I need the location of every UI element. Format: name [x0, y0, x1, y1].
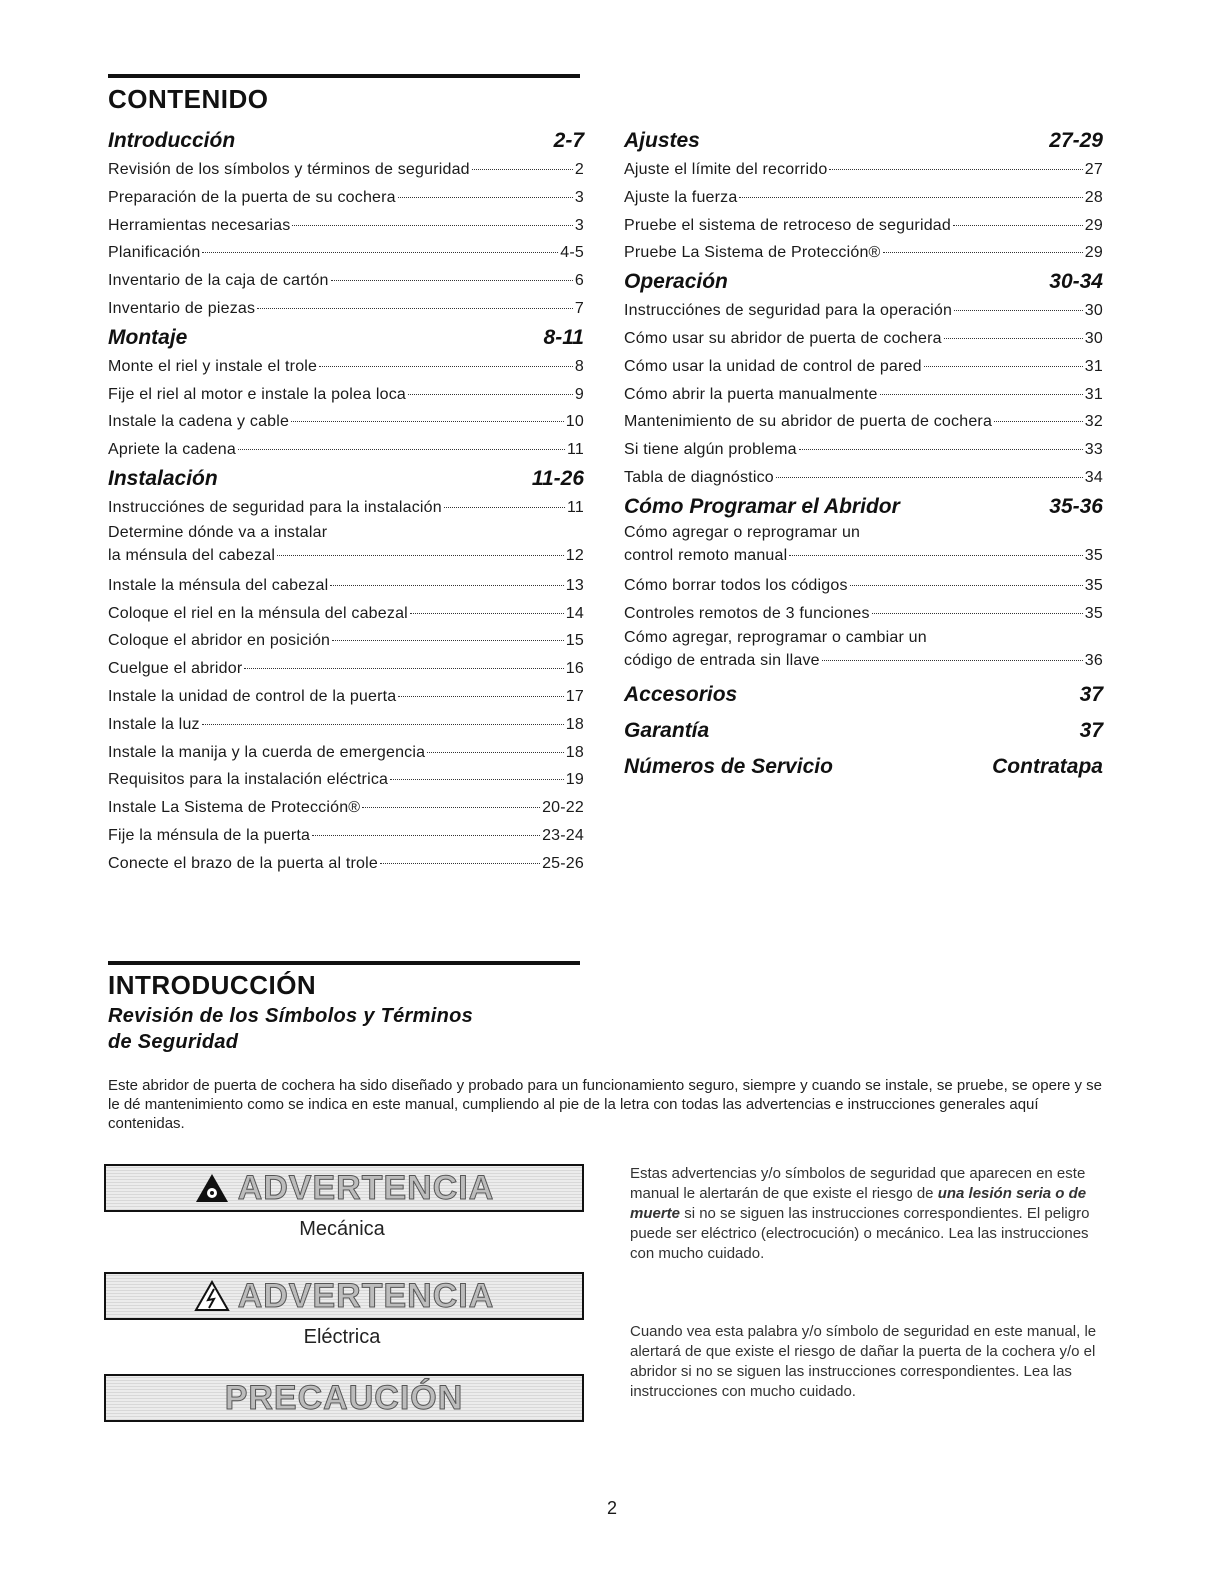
toc-entry: [108, 822, 584, 850]
toc-entry-page: 31: [1084, 385, 1103, 403]
toc-entry: [108, 381, 584, 409]
toc-entry: [108, 295, 584, 323]
toc-section-heading: [108, 126, 584, 156]
toc-entry-page: 8: [574, 357, 584, 375]
toc-entry-text: Ajuste la fuerza: [624, 188, 738, 206]
toc-entry-text: Coloque el abridor en posición: [108, 632, 331, 650]
toc-entry-page: 3: [574, 188, 584, 206]
toc-entry: [624, 600, 1103, 628]
toc-title: CONTENIDO: [108, 84, 269, 114]
toc-section-heading: [624, 126, 1103, 156]
toc-right-column: [624, 126, 1103, 785]
toc-entry: [624, 212, 1103, 240]
toc-entry-text: Herramientas necesarias: [108, 216, 291, 234]
toc-section-name: Operación: [624, 270, 728, 294]
toc-entry-leader: [202, 724, 564, 725]
toc-entry: [108, 494, 584, 522]
toc-entry-line2: [624, 649, 1103, 673]
toc-entry: [108, 794, 584, 822]
toc-entry-text: Inventario de piezas: [108, 299, 256, 317]
toc-entry-leader: [944, 338, 1083, 339]
toc-entry: [108, 739, 584, 767]
toc-entry-leader: [238, 449, 565, 450]
toc-entry-text: Cómo usar su abridor de puerta de cochera: [624, 329, 942, 347]
toc-entry-page: 35: [1084, 604, 1103, 622]
toc-entry-text: Ajuste el límite del recorrido: [624, 161, 828, 178]
toc-section-pages: 37: [1079, 719, 1103, 743]
warning-mechanical-label: ADVERTENCIA: [237, 1168, 495, 1207]
toc-entry: [108, 600, 584, 628]
toc-entry-leader: [739, 197, 1082, 198]
toc-entry-page: 33: [1084, 441, 1103, 459]
toc-entry-text: Planificación: [108, 244, 201, 262]
toc-entry: [108, 156, 584, 184]
toc-entry: [108, 408, 584, 436]
toc-entry-page: 25-26: [542, 854, 584, 872]
toc-entry-text: Pruebe La Sistema de Protección®: [624, 244, 881, 262]
toc-entry: [624, 436, 1103, 464]
toc-section-heading: [624, 492, 1103, 522]
page-number: 2: [606, 1498, 617, 1518]
toc-entry-leader: [312, 835, 540, 836]
toc-entry: [108, 572, 584, 600]
toc-entry-page: 7: [574, 299, 584, 317]
toc-entry-leader: [331, 280, 573, 281]
toc-entry: [108, 850, 584, 878]
toc-entry: [624, 627, 1103, 673]
warning-electrical-caption: Eléctrica: [303, 1326, 381, 1348]
toc-entry: [624, 381, 1103, 409]
toc-entry: [108, 212, 584, 240]
toc-entry-text: Mantenimiento de su abridor de puerta de cochera: [624, 413, 993, 431]
toc-entry-page: 36: [1084, 652, 1103, 670]
toc-entry: [108, 239, 584, 267]
toc-entry-leader: [398, 696, 563, 697]
toc-entry: [624, 239, 1103, 267]
toc-entry-text: Controles remotos de 3 funciones: [624, 604, 870, 622]
toc-entry-text: Instrucciónes de seguridad para la instalación: [108, 498, 442, 516]
toc-entry-leader: [408, 394, 573, 395]
toc-entry-page: 11: [566, 441, 584, 459]
toc-entry-leader: [924, 366, 1083, 367]
toc-entry-page: 27: [1084, 161, 1103, 178]
caution-description: Cuando vea esta palabra y/o símbolo de seguridad en este manual, le alertará de que existe el riesgo de dañar la puerta de la cochera y/o el abridor si no se siguen las instrucciones correspondientes. Lea las instrucciones con mucho cuidado.: [630, 1323, 1097, 1400]
toc-entry-line1: Determine dónde va a instalar: [108, 523, 328, 541]
warning-description-end: si no se siguen las instrucciones correspondientes. El peligro puede ser eléctrico (electrocución) o mecánico. Lea las instrucciones con mucho cuidado.: [630, 1205, 1090, 1262]
warning-description: [630, 1164, 1110, 1264]
toc-entry: [108, 655, 584, 683]
toc-section-name: Números de Servicio: [624, 755, 833, 779]
toc-section-name: Ajustes: [624, 129, 700, 152]
toc-entry: [108, 683, 584, 711]
toc-entry-text: Fije la ménsula de la puerta: [108, 826, 311, 844]
toc-entry: [624, 572, 1103, 600]
toc-entry-leader: [362, 807, 540, 808]
toc-entry-page: 15: [565, 632, 584, 650]
toc-section-heading: [624, 677, 1103, 713]
toc-entry: [624, 156, 1103, 184]
toc-entry-leader: [822, 660, 1083, 661]
caution-label: PRECAUCIÓN: [224, 1378, 464, 1417]
intro-paragraph: Este abridor de puerta de cochera ha sido diseñado y probado para un funcionamiento seguro, siempre y cuando se instale, se pruebe, se opere y se le dé mantenimiento como se indica en este manual, cumpliendo al pie de la letra con todas las advertencias e instrucciones generales aquí contenidas.: [108, 1077, 1102, 1132]
toc-entry-page: 28: [1084, 188, 1103, 206]
toc-entry: [624, 184, 1103, 212]
toc-entry-line1: Cómo agregar o reprogramar un: [624, 523, 861, 541]
intro-subtitle-line2: de Seguridad: [108, 1031, 239, 1053]
toc-entry-text: Cómo abrir la puerta manualmente: [624, 385, 878, 403]
toc-entry-page: 11: [566, 498, 584, 516]
toc-entry-text: Conecte el brazo de la puerta al trole: [108, 854, 378, 872]
toc-section-pages: 8-11: [543, 325, 584, 349]
toc-entry-page: 9: [574, 385, 584, 403]
toc-section-pages: 11-26: [531, 466, 584, 490]
toc-entry-leader: [472, 169, 573, 170]
warning-mechanical-box: [104, 1164, 584, 1212]
intro-subtitle-line1: Revisión de los Símbolos y Términos: [108, 1005, 474, 1027]
caution-box: [104, 1374, 584, 1422]
toc-section-name: Montaje: [108, 325, 188, 349]
toc-entry-leader: [444, 507, 565, 508]
toc-entry-text: Instale la cadena y cable: [108, 413, 290, 431]
toc-entry-leader: [954, 310, 1083, 311]
toc-section-pages: Contratapa: [992, 755, 1103, 779]
toc-section-heading: [624, 713, 1103, 749]
toc-entry-leader: [789, 555, 1082, 556]
toc-entry-page: 18: [565, 715, 584, 733]
toc-entry-text: Instale la ménsula del cabezal: [108, 576, 329, 594]
toc-entry-text: Cómo borrar todos los códigos: [624, 576, 848, 594]
toc-entry-page: 20-22: [542, 799, 584, 817]
toc-entry-leader: [332, 640, 564, 641]
toc-entry-leader: [427, 752, 564, 753]
toc-entry-text: Revisión de los símbolos y términos de seguridad: [108, 161, 470, 178]
toc-entry-leader: [776, 477, 1083, 478]
toc-entry: [624, 297, 1103, 325]
toc-entry-text: Instale la luz: [108, 715, 200, 733]
toc-entry-page: 2: [574, 161, 584, 178]
toc-entry-text: Fije el riel al motor e instale la polea loca: [108, 385, 407, 403]
toc-section-heading: [624, 267, 1103, 297]
toc-entry-leader: [330, 585, 563, 586]
toc-entry-text: código de entrada sin llave: [624, 652, 820, 670]
toc-entry-leader: [850, 585, 1083, 586]
warning-description-emphasis: una lesión seria o de muerte: [630, 1185, 1087, 1222]
warning-electrical-box: [104, 1272, 584, 1320]
toc-entry-text: Apriete la cadena: [108, 441, 236, 459]
intro-subtitle: [108, 1003, 473, 1055]
toc-entry-page: 32: [1084, 413, 1103, 431]
toc-section-name: Introducción: [108, 129, 236, 152]
toc-entry-text: Preparación de la puerta de su cochera: [108, 188, 396, 206]
toc-entry-page: 31: [1084, 357, 1103, 375]
toc-entry-line1: Cómo agregar, reprogramar o cambiar un: [624, 629, 927, 647]
toc-entry-page: 3: [574, 216, 584, 234]
toc-entry-text: la ménsula del cabezal: [108, 546, 276, 564]
toc-entry-page: 29: [1084, 216, 1103, 234]
toc-entry-text: Cómo usar la unidad de control de pared: [624, 357, 922, 375]
toc-entry: [624, 353, 1103, 381]
toc-entry-leader: [257, 308, 573, 309]
toc-entry-page: 6: [574, 272, 584, 290]
toc-rule: [108, 74, 580, 78]
toc-section-pages: 27-29: [1049, 129, 1103, 152]
toc-entry-text: Instrucciónes de seguridad para la operación: [624, 302, 953, 320]
toc-entry-leader: [883, 252, 1083, 253]
toc-entry-page: 35: [1084, 576, 1103, 594]
toc-entry: [108, 353, 584, 381]
toc-entry-page: 19: [565, 771, 584, 789]
toc-section-heading: [624, 749, 1103, 785]
toc-entry-page: 35: [1084, 546, 1103, 564]
toc-entry-text: Si tiene algún problema: [624, 441, 797, 459]
toc-entry-text: Instale la manija y la cuerda de emergencia: [108, 743, 426, 761]
toc-entry-text: Inventario de la caja de cartón: [108, 272, 329, 290]
toc-entry: [108, 766, 584, 794]
toc-entry-leader: [277, 555, 564, 556]
toc-entry-text: Tabla de diagnóstico: [624, 468, 774, 486]
toc-section-name: Instalación: [108, 466, 218, 490]
toc-entry: [624, 325, 1103, 353]
toc-entry: [624, 522, 1103, 568]
toc-entry-leader: [799, 449, 1083, 450]
toc-entry-line2: [108, 544, 584, 568]
toc-entry-leader: [291, 421, 564, 422]
warning-electrical-label: ADVERTENCIA: [237, 1276, 495, 1315]
toc-entry-page: 14: [565, 604, 584, 622]
toc-section-heading: [108, 323, 584, 353]
toc-entry-page: 18: [565, 743, 584, 761]
toc-entry-page: 30: [1084, 302, 1103, 320]
warning-description-start: Estas advertencias y/o símbolos de seguridad que aparecen en este manual le alertarán de que existe el riesgo de: [630, 1165, 1086, 1202]
toc-entry: [108, 436, 584, 464]
toc-entry-leader: [994, 421, 1083, 422]
toc-section-heading: [108, 464, 584, 494]
toc-entry-page: 13: [565, 576, 584, 594]
toc-entry-page: 4-5: [560, 244, 584, 262]
toc-section-name: Garantía: [624, 719, 710, 743]
toc-section-pages: 30-34: [1049, 270, 1103, 294]
toc-entry-leader: [202, 252, 558, 253]
toc-entry-leader: [292, 225, 572, 226]
toc-entry-page: 34: [1084, 468, 1103, 486]
toc-section-pages: 35-36: [1049, 494, 1103, 518]
toc-section-name: Accesorios: [624, 683, 738, 707]
toc-entry-leader: [380, 863, 540, 864]
toc-entry-leader: [244, 668, 563, 669]
toc-left-column: [108, 126, 584, 878]
intro-rule: [108, 961, 580, 965]
warning-mechanical-caption: Mecánica: [299, 1218, 385, 1240]
toc-entry-text: Instale La Sistema de Protección®: [108, 799, 361, 817]
toc-entry-text: Monte el riel y instale el trole: [108, 357, 318, 375]
toc-entry-text: Requisitos para la instalación eléctrica: [108, 771, 389, 789]
toc-entry-text: Instale la unidad de control de la puerta: [108, 687, 397, 705]
toc-entry-text: Pruebe el sistema de retroceso de seguridad: [624, 216, 952, 234]
toc-entry-line2: [624, 544, 1103, 568]
toc-entry: [108, 522, 584, 568]
toc-entry-page: 12: [565, 546, 584, 564]
toc-entry-page: 23-24: [542, 826, 584, 844]
toc-entry: [108, 267, 584, 295]
warning-mechanical-icon: [194, 1172, 230, 1204]
toc-entry-leader: [390, 779, 564, 780]
toc-entry-leader: [829, 169, 1082, 170]
toc-entry-leader: [410, 613, 564, 614]
toc-entry-text: Coloque el riel en la ménsula del cabezal: [108, 604, 408, 622]
toc-section-pages: 37: [1079, 683, 1103, 707]
toc-entry-text: control remoto manual: [624, 546, 788, 564]
toc-entry: [624, 408, 1103, 436]
toc-entry: [624, 464, 1103, 492]
toc-entry-leader: [953, 225, 1083, 226]
toc-entry-leader: [880, 394, 1083, 395]
toc-entry-page: 17: [565, 687, 584, 705]
toc-section-name: Cómo Programar el Abridor: [624, 494, 900, 518]
toc-entry-leader: [319, 366, 573, 367]
intro-title: INTRODUCCIÓN: [108, 970, 317, 1000]
toc-entry-text: Cuelgue el abridor: [108, 660, 243, 678]
toc-entry-page: 10: [565, 413, 584, 431]
toc-entry-page: 29: [1084, 244, 1103, 262]
warning-electrical-icon: [194, 1280, 230, 1312]
toc-entry: [108, 184, 584, 212]
toc-entry-leader: [398, 197, 573, 198]
toc-entry-page: 16: [565, 660, 584, 678]
toc-entry: [108, 627, 584, 655]
toc-section-pages: 2-7: [553, 129, 584, 152]
toc-entry: [108, 711, 584, 739]
toc-entry-page: 30: [1084, 329, 1103, 347]
toc-entry-leader: [872, 613, 1083, 614]
